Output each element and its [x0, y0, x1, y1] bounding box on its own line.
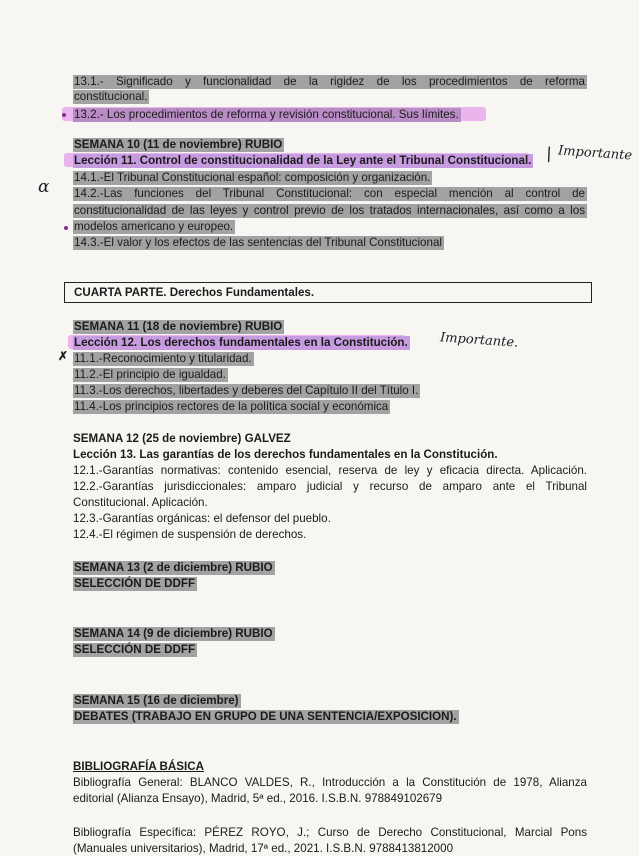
week-15-heading: SEMANA 15 (16 de diciembre) — [74, 694, 239, 707]
lesson-12-title: Lección 12. Los derechos fundamentales en la Constitución. — [74, 336, 408, 349]
topic-14-1: 14.1.-El Tribunal Constitucional español: composición y organización. — [74, 171, 431, 184]
topic-14-2-line-1: 14.2.-Las funciones del Tribunal Constitucional: con especial mención al control de — [74, 187, 585, 200]
week-11-heading: SEMANA 11 (18 de noviembre) RUBIO — [74, 320, 283, 333]
bullet-dot-icon — [62, 113, 66, 117]
bullet-dot-icon-2 — [64, 226, 68, 230]
topic-11-4: 11.4.-Los principios rectores de la política social y económica — [74, 400, 389, 413]
alpha-mark-icon: α — [38, 177, 50, 197]
bibliography-general-line-1: Bibliografía General: BLANCO VALDES, R., Introducción a la Constitución de 1978, Alianza — [73, 776, 587, 789]
part-four-box: CUARTA PARTE. Derechos Fundamentales. — [64, 282, 592, 303]
topic-14-3: 14.3.-El valor y los efectos de las sentencias del Tribunal Constitucional — [74, 236, 442, 249]
week-10-heading: SEMANA 10 (11 de noviembre) RUBIO — [74, 138, 283, 151]
topic-11-2: 11.2.-El principio de igualdad. — [74, 368, 226, 381]
week-13-content: SELECCIÓN DE DDFF — [74, 577, 196, 590]
topic-14-2-line-3: modelos americano y europeo. — [74, 220, 234, 233]
handwritten-note-importante: Importante — [557, 143, 633, 164]
cross-mark-icon: ✗ — [58, 349, 69, 363]
topic-14-2-line-2: constitucionalidad de las leyes y control previo de los tratados internacionales, así como a los — [74, 204, 585, 217]
bibliography-specific-line-1: Bibliografía Específica: PÉREZ ROYO, J.; Curso de Derecho Constitucional, Marcial Pons — [73, 826, 587, 839]
topic-11-3: 11.3.-Los derechos, libertades y deberes del Capítulo II del Título I. — [74, 384, 419, 397]
topic-12-1: 12.1.-Garantías normativas: contenido esencial, reserva de ley y eficacia directa. Aplicación. — [73, 464, 587, 477]
week-14-content: SELECCIÓN DE DDFF — [74, 643, 196, 656]
check-mark-icon: / — [543, 143, 555, 166]
topic-13-2: 13.2.- Los procedimientos de reforma y revisión constitucional. Sus límites. — [74, 108, 459, 121]
lesson-13-title: Lección 13. Las garantías de los derechos fundamentales en la Constitución. — [73, 448, 498, 461]
week-14-heading: SEMANA 14 (9 de diciembre) RUBIO — [74, 627, 273, 640]
lesson-11-title: Lección 11. Control de constitucionalidad de la Ley ante el Tribunal Constitucional. — [74, 154, 532, 167]
topic-12-4: 12.4.-El régimen de suspensión de derechos. — [73, 528, 307, 541]
topic-12-2-line-1: 12.2.-Garantías jurisdiccionales: amparo judicial y recurso de amparo ante el Tribunal — [73, 480, 587, 493]
topic-12-2-line-2: Constitucional. Aplicación. — [73, 496, 208, 509]
topic-13-1-line-1: 13.1.- Significado y funcionalidad de la rigidez de los procedimientos de reforma — [74, 75, 585, 88]
bibliography-general-line-2: editorial (Alianza Ensayo), Madrid, 5ª ed., 2016. I.S.B.N. 978849102679 — [73, 792, 443, 805]
topic-11-1: 11.1.-Reconocimiento y titularidad. — [74, 352, 252, 365]
week-13-heading: SEMANA 13 (2 de diciembre) RUBIO — [74, 561, 273, 574]
week-12-heading: SEMANA 12 (25 de noviembre) GALVEZ — [73, 432, 291, 445]
topic-12-3: 12.3.-Garantías orgánicas: el defensor del pueblo. — [73, 512, 331, 525]
week-15-content: DEBATES (TRABAJO EN GRUPO DE UNA SENTENCIA/EXPOSICION). — [74, 710, 457, 723]
topic-13-1-line-2: constitucional. — [74, 90, 148, 103]
handwritten-note-importante-2: Importante. — [439, 330, 519, 351]
bibliography-heading: BIBLIOGRAFÍA BÁSICA — [73, 760, 204, 773]
bibliography-specific-line-2: (Manuales universitarios), Madrid, 17ª ed., 2021. I.S.B.N. 9788413812000 — [73, 842, 454, 855]
